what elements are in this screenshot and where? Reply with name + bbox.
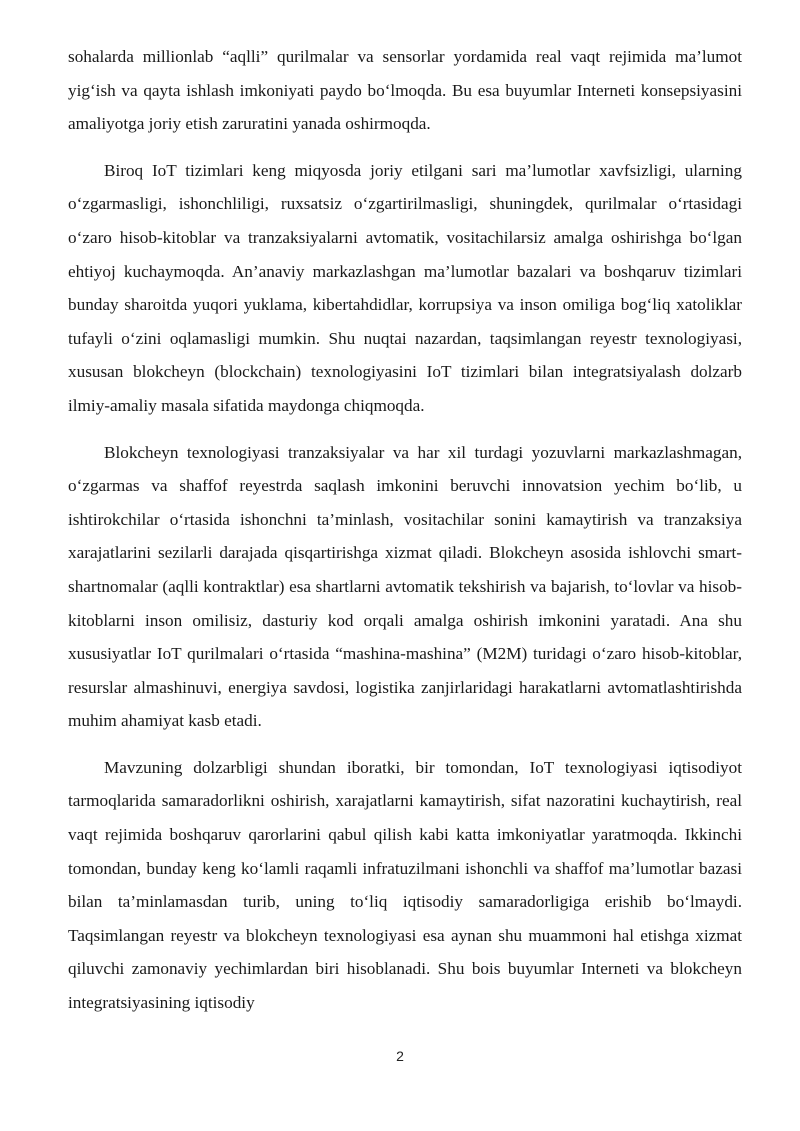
document-page (68, 40, 742, 1020)
page-number: 2 (396, 1048, 404, 1064)
paragraph-gap (68, 738, 742, 751)
paragraph-gap (68, 141, 742, 154)
paragraph-1: sohalarda millionlab “aqlli” qurilmalar va sensorlar yordamida real vaqt rejimida ma’lumot yig‘ish va qayta ishlash imkoniyati paydo bo‘lmoqda. Bu esa buyumlar Interneti konsepsiyasini amaliyotga joriy etish zaruratini yanada oshirmoqda. (68, 47, 742, 134)
paragraph-3: Blokcheyn texnologiyasi tranzaksiyalar va har xil turdagi yozuvlarni markazlashmagan, o‘zgarmas va shaffof reyestrda saqlash imkonini beruvchi innovatsion yechim bo‘lib, u ishtirokchilar o‘rtasida ishonchni ta’minlash, vositachilar sonini kamaytirish va tranzaksiya xarajatlarini sezilarli darajada qisqartirishga xizmat qiladi. Blokcheyn asosida ishlovchi smart-shartnomalar (aqlli kontraktlar) esa shartlarni avtomatik tekshirish va bajarish, to‘lovlar va hisob-kitoblarni inson omilisiz, dasturiy kod orqali amalga oshirish imkonini yaratadi. Ana shu xususiyatlar IoT qurilmalari o‘rtasida “mashina-mashina” (M2M) turidagi o‘zaro hisob-kitoblar, resurslar almashinuvi, energiya savdosi, logistika zanjirlaridagi harakatlarni avtomatlashtirishda muhim ahamiyat kasb etadi. (68, 442, 742, 731)
paragraph-2: Biroq IoT tizimlari keng miqyosda joriy etilgani sari ma’lumotlar xavfsizligi, ularning o‘zgarmasligi, ishonchliligi, ruxsatsiz o‘zgartirilmasligi, shuningdek, qurilmalar o‘rtasidagi o‘zaro hisob-kitoblar va tranzaksiyalarni avtomatik, vositachilarsiz amalga oshirishga bo‘lgan ehtiyoj kuchaymoqda. An’anaviy markazlashgan ma’lumotlar bazalari va boshqaruv tizimlari bunday sharoitda yuqori yuklama, kibertahdidlar, korrupsiya va inson omiliga bog‘liq xatoliklar tufayli o‘zini oqlamasligi mumkin. Shu nuqtai nazardan, taqsimlangan reyestr texnologiyasi, xususan blokcheyn (blockchain) texnologiyasini IoT tizimlari bilan integratsiyalash dolzarb ilmiy-amaliy masala sifatida maydonga chiqmoqda. (68, 160, 742, 415)
paragraph-gap (68, 423, 742, 436)
paragraph-4: Mavzuning dolzarbligi shundan iboratki, bir tomondan, IoT texnologiyasi iqtisodiyot tarmoqlarida samaradorlikni oshirish, xarajatlarni kamaytirish, sifat nazoratini kuchaytirish, real vaqt rejimida boshqaruv qarorlarini qabul qilish kabi katta imkoniyatlar yaratmoqda. Ikkinchi tomondan, bunday keng ko‘lamli raqamli infratuzilmani ishonchli va shaffof ma’lumotlar bazasi bilan ta’minlamasdan turib, uning to‘liq iqtisodiy samaradorligiga erishib bo‘lmaydi. Taqsimlangan reyestr va blokcheyn texnologiyasi esa aynan shu muammoni hal etishga xizmat qiluvchi zamonaviy yechimlardan biri hisoblanadi. Shu bois buyumlar Interneti va blokcheyn integratsiyasining iqtisodiy (68, 757, 742, 1013)
